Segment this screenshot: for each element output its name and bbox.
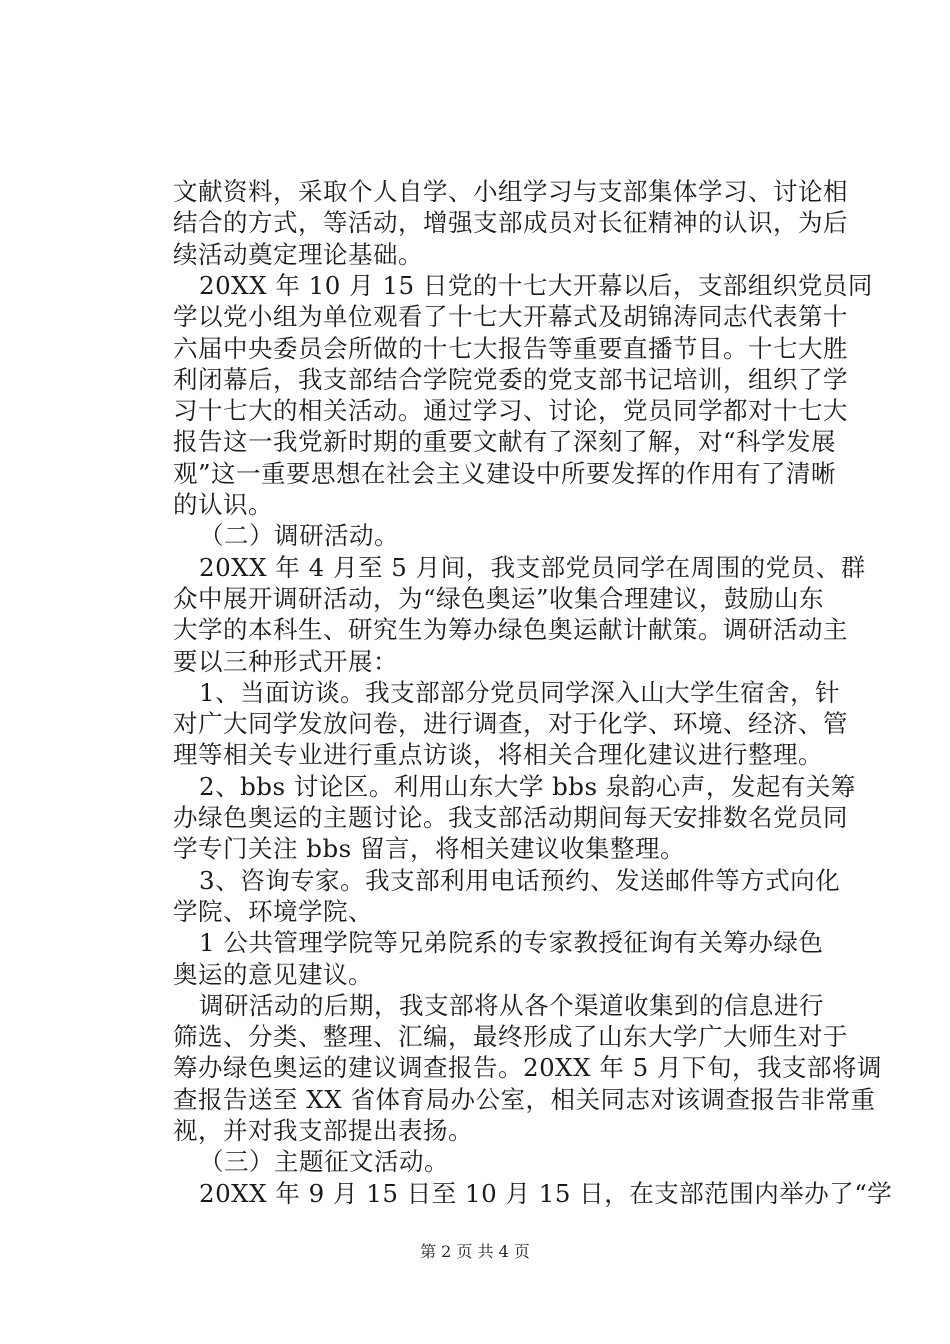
paragraph-line: 的认识。 — [173, 490, 273, 519]
paragraph-line: 学专门关注 bbs 留言，将相关建议收集整理。 — [173, 834, 686, 863]
page-footer: 第 2 页 共 4 页 — [420, 1242, 530, 1261]
paragraph-line: 20XX 年 4 月至 5 月间，我支部党员同学在周围的党员、群 — [199, 553, 866, 582]
paragraph-line: 视，并对我支部提出表扬。 — [173, 1116, 473, 1145]
paragraph-line: 文献资料，采取个人自学、小组学习与支部集体学习、讨论相 — [173, 177, 848, 206]
paragraph-line: 利闭幕后，我支部结合学院党委的党支部书记培训，组织了学 — [173, 365, 848, 394]
paragraph-line: 观”这一重要思想在社会主义建设中所要发挥的作用有了清晰 — [173, 459, 837, 488]
paragraph-line: 理等相关专业进行重点访谈，将相关合理化建议进行整理。 — [173, 740, 823, 769]
paragraph-line: 调研活动的后期，我支部将从各个渠道收集到的信息进行 — [199, 991, 824, 1020]
paragraph-line: 要以三种形式开展： — [173, 647, 398, 676]
section-heading: （三）主题征文活动。 — [199, 1147, 449, 1176]
paragraph-line: 1 公共管理学院等兄弟院系的专家教授征询有关筹办绿色 — [199, 928, 824, 957]
paragraph-line: 筹办绿色奥运的建议调查报告。20XX 年 5 月下旬，我支部将调 — [173, 1053, 883, 1082]
paragraph-line: 报告这一我党新时期的重要文献有了深刻了解，对“科学发展 — [173, 427, 837, 456]
paragraph-line: 3、咨询专家。我支部利用电话预约、发送邮件等方式向化 — [199, 866, 841, 895]
paragraph-line: 办绿色奥运的主题讨论。我支部活动期间每天安排数名党员同 — [173, 803, 848, 832]
paragraph-line: 20XX 年 10 月 15 日党的十七大开幕以后，支部组织党员同 — [199, 271, 873, 300]
paragraph-line: 大学的本科生、研究生为筹办绿色奥运献计献策。调研活动主 — [173, 615, 848, 644]
paragraph-line: 2、bbs 讨论区。利用山东大学 bbs 泉韵心声，发起有关筹 — [199, 772, 856, 801]
paragraph-line: 续活动奠定理论基础。 — [173, 240, 423, 269]
paragraph-line: 奥运的意见建议。 — [173, 960, 373, 989]
paragraph-line: 1、当面访谈。我支部部分党员同学深入山大学生宿舍，针 — [199, 678, 841, 707]
paragraph-line: 筛选、分类、整理、汇编，最终形成了山东大学广大师生对于 — [173, 1022, 848, 1051]
paragraph-line: 学院、环境学院、 — [173, 897, 373, 926]
paragraph-line: 20XX 年 9 月 15 日至 10 月 15 日，在支部范围内举办了“学 — [199, 1179, 893, 1208]
section-heading: （二）调研活动。 — [199, 521, 399, 550]
paragraph-line: 结合的方式，等活动，增强支部成员对长征精神的认识，为后 — [173, 208, 848, 237]
paragraph-line: 对广大同学发放问卷，进行调查，对于化学、环境、经济、管 — [173, 709, 848, 738]
paragraph-line: 六届中央委员会所做的十七大报告等重要直播节目。十七大胜 — [173, 334, 848, 363]
paragraph-line: 众中展开调研活动，为“绿色奥运”收集合理建议，鼓励山东 — [173, 584, 825, 613]
paragraph-line: 学以党小组为单位观看了十七大开幕式及胡锦涛同志代表第十 — [173, 302, 848, 331]
paragraph-line: 查报告送至 XX 省体育局办公室，相关同志对该调查报告非常重 — [173, 1085, 876, 1114]
paragraph-line: 习十七大的相关活动。通过学习、讨论，党员同学都对十七大 — [173, 396, 848, 425]
